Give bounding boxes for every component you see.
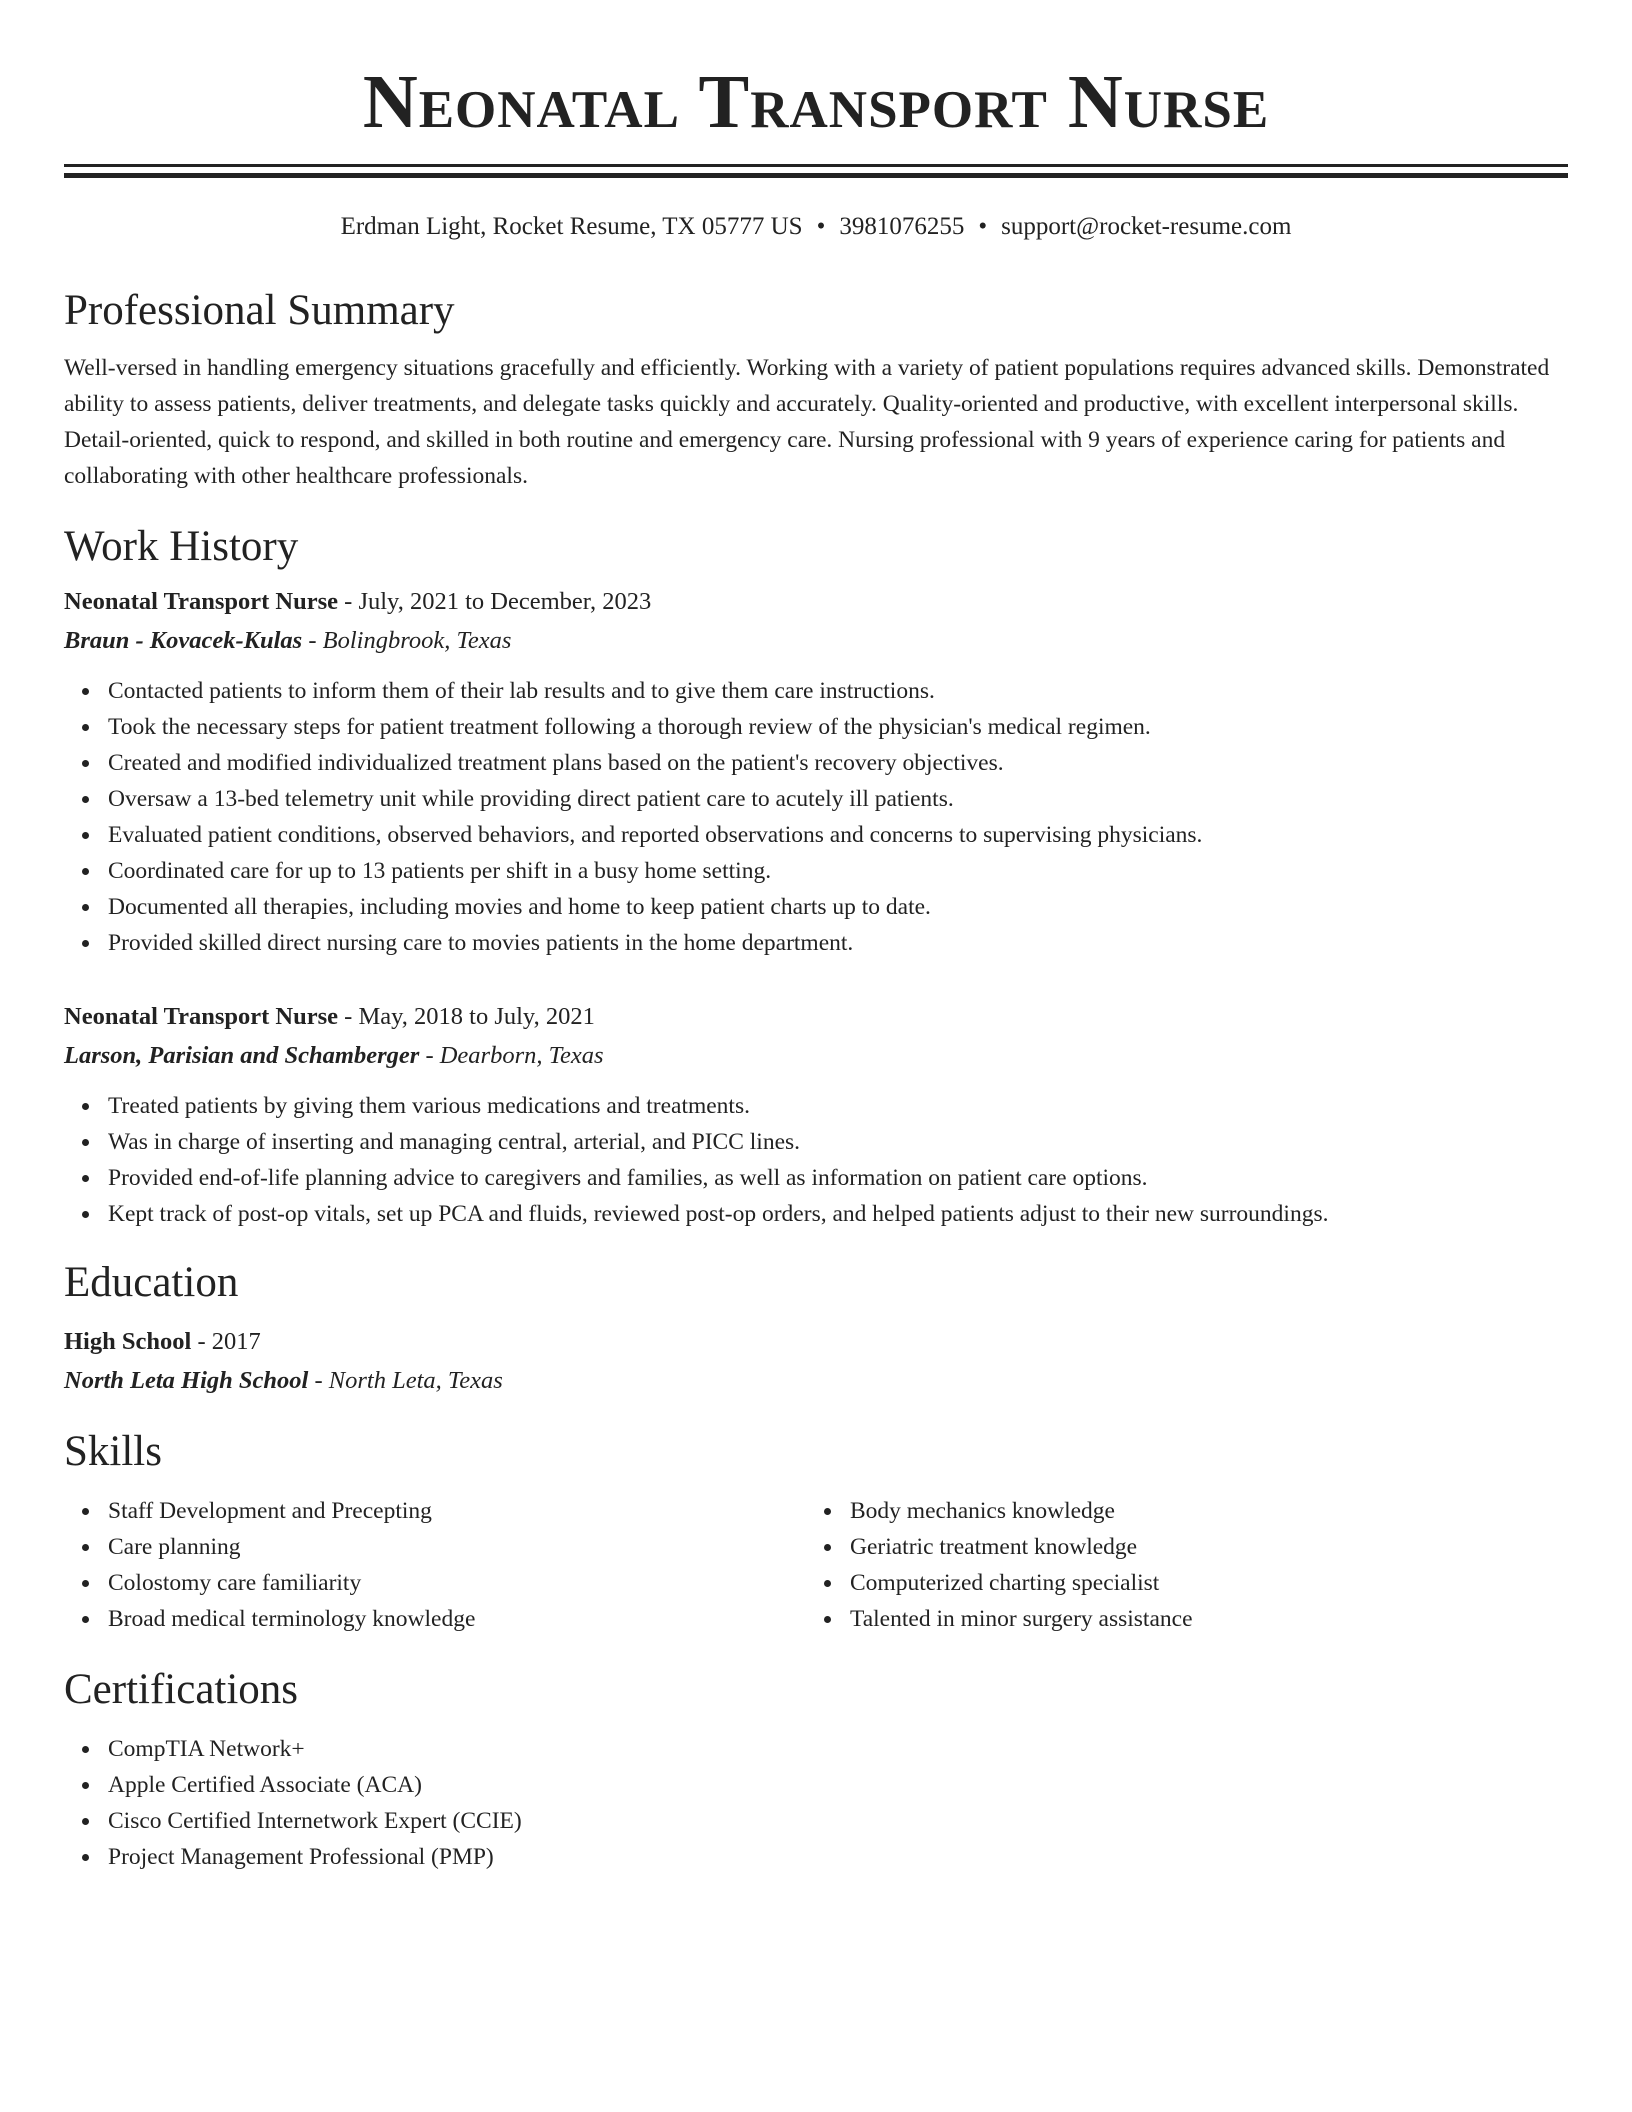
job-dates: - May, 2018 to July, 2021 — [338, 1003, 595, 1030]
job-entry — [64, 584, 1568, 961]
certifications-list — [64, 1731, 1568, 1875]
skills-grid — [64, 1493, 1568, 1637]
skill-item: Geriatric treatment knowledge — [850, 1529, 1548, 1565]
job-title-line — [64, 999, 1568, 1035]
job-bullet: Contacted patients to inform them of their lab results and to give them care instructions. — [108, 673, 1568, 709]
certification-item: Cisco Certified Internetwork Expert (CCIE) — [108, 1803, 1568, 1839]
skill-item: Care planning — [108, 1529, 806, 1565]
job-title-line — [64, 584, 1568, 620]
contact-phone: 3981076255 — [839, 213, 965, 240]
job-bullet: Was in charge of inserting and managing central, arterial, and PICC lines. — [108, 1124, 1568, 1160]
job-entry — [64, 999, 1568, 1232]
contact-line — [64, 210, 1568, 244]
job-bullet: Treated patients by giving them various medications and treatments. — [108, 1088, 1568, 1124]
skill-item: Broad medical terminology knowledge — [108, 1601, 806, 1637]
header-divider-thin — [64, 173, 1568, 178]
education-degree: High School — [64, 1328, 192, 1355]
job-location: - Dearborn, Texas — [419, 1042, 604, 1069]
job-title: Neonatal Transport Nurse — [64, 1003, 339, 1030]
header-divider-thick — [64, 164, 1568, 167]
work-history-heading: Work History — [64, 523, 299, 570]
education-degree-line — [64, 1324, 1568, 1360]
job-title: Neonatal Transport Nurse — [64, 588, 339, 615]
education-year: - 2017 — [191, 1328, 261, 1355]
job-employer: Larson, Parisian and Schamberger — [64, 1042, 420, 1069]
job-bullet: Documented all therapies, including movies and home to keep patient charts up to date. — [108, 889, 1568, 925]
job-bullet: Provided skilled direct nursing care to movies patients in the home department. — [108, 925, 1568, 961]
certification-item: CompTIA Network+ — [108, 1731, 1568, 1767]
education-school: North Leta High School — [64, 1367, 309, 1394]
job-bullet-list — [64, 1088, 1568, 1232]
job-bullet: Evaluated patient conditions, observed behaviors, and reported observations and concerns to supervising physicians. — [108, 817, 1568, 853]
job-bullet: Kept track of post-op vitals, set up PCA and fluids, reviewed post-op orders, and helped patients adjust to their new surroundings. — [108, 1196, 1568, 1232]
skill-item: Staff Development and Precepting — [108, 1493, 806, 1529]
certification-item: Apple Certified Associate (ACA) — [108, 1767, 1568, 1803]
education-school-line — [64, 1363, 1568, 1399]
job-bullet: Took the necessary steps for patient treatment following a thorough review of the physician's medical regimen. — [108, 709, 1568, 745]
skills-list-left — [64, 1493, 806, 1637]
resume-page — [64, 0, 1568, 1875]
job-bullet: Provided end-of-life planning advice to caregivers and families, as well as information on patient care options. — [108, 1160, 1568, 1196]
job-bullet: Oversaw a 13-bed telemetry unit while providing direct patient care to acutely ill patients. — [108, 781, 1568, 817]
skills-heading: Skills — [64, 1428, 162, 1475]
job-employer: Braun - Kovacek-Kulas — [64, 627, 303, 654]
job-employer-line — [64, 623, 1568, 659]
skill-item: Computerized charting specialist — [850, 1565, 1548, 1601]
job-bullet-list — [64, 673, 1568, 961]
summary-text: Well-versed in handling emergency situations gracefully and efficiently. Working with a variety of patient populations requires advanced skills. Demonstrated ability to assess patients, deliver treatments, and delegate tasks quickly and accurately. Quality-oriented and productive, with excellent interpersonal skills. Detail-oriented, quick to respond, and skilled in both routine and emergency care. Nursing professional with 9 years of experience caring for patients and collaborating with other healthcare professionals. — [64, 355, 1550, 489]
contact-address: Erdman Light, Rocket Resume, TX 05777 US — [340, 213, 803, 240]
education-heading: Education — [64, 1259, 239, 1306]
skills-list-right — [806, 1493, 1548, 1637]
job-location: - Bolingbrook, Texas — [302, 627, 512, 654]
education-location: - North Leta, Texas — [308, 1367, 503, 1394]
job-bullet: Created and modified individualized treatment plans based on the patient's recovery objectives. — [108, 745, 1568, 781]
job-employer-line — [64, 1038, 1568, 1074]
resume-title: Neonatal Transport Nurse — [362, 60, 1270, 144]
job-dates: - July, 2021 to December, 2023 — [338, 588, 652, 615]
summary-heading: Professional Summary — [64, 287, 455, 334]
education-entry — [64, 1324, 1568, 1399]
certifications-heading: Certifications — [64, 1666, 299, 1713]
skill-item: Talented in minor surgery assistance — [850, 1601, 1548, 1637]
contact-email: support@rocket-resume.com — [1001, 213, 1292, 240]
skill-item: Colostomy care familiarity — [108, 1565, 806, 1601]
job-bullet: Coordinated care for up to 13 patients per shift in a busy home setting. — [108, 853, 1568, 889]
contact-separator: • — [816, 213, 826, 240]
certification-item: Project Management Professional (PMP) — [108, 1839, 1568, 1875]
contact-separator: • — [978, 213, 988, 240]
skill-item: Body mechanics knowledge — [850, 1493, 1548, 1529]
